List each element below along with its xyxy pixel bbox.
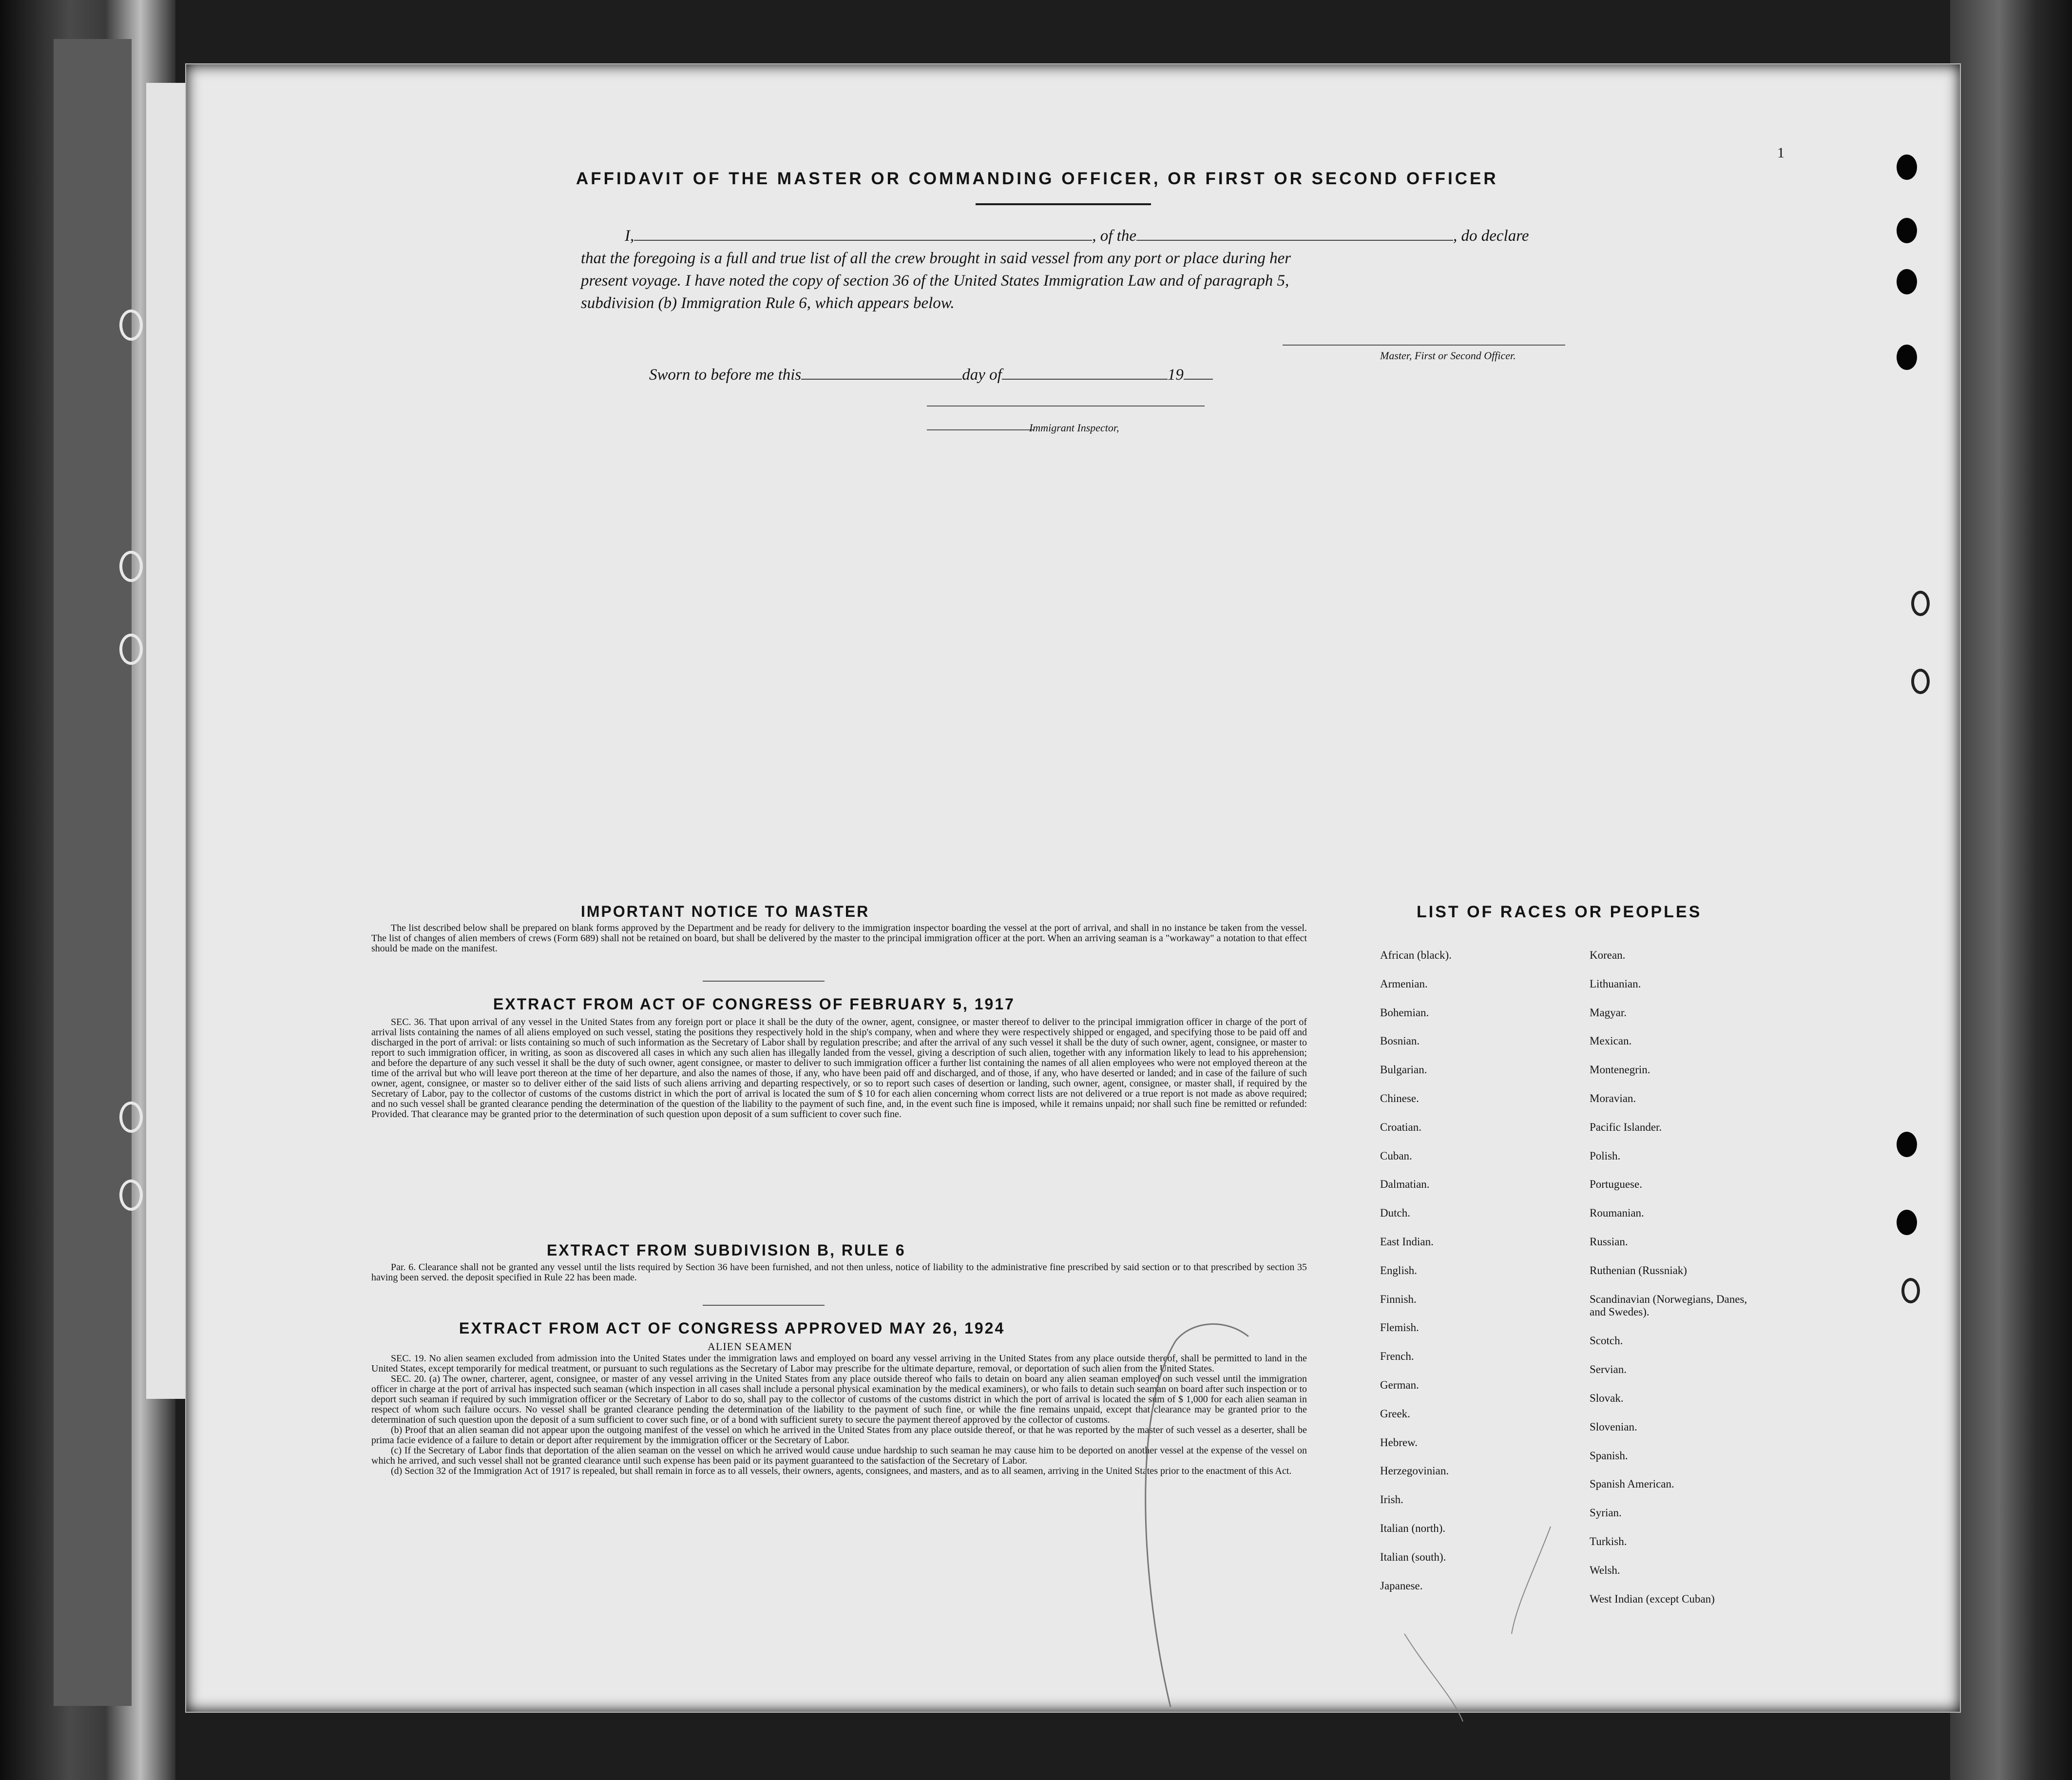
extract-1924-title: EXTRACT FROM ACT OF CONGRESS APPROVED MAY 26, 1924 [459, 1319, 1005, 1337]
declaration-line-2: that the foregoing is a full and true list of all the crew brought in said vessel from any port or place during her [581, 250, 1291, 267]
page-mark: 1 [1777, 145, 1784, 161]
race-item: Syrian. [1590, 1507, 1622, 1519]
section-divider [703, 1305, 825, 1306]
race-item: French. [1380, 1350, 1414, 1363]
year-blank [1184, 379, 1213, 380]
race-item: Turkish. [1590, 1535, 1627, 1548]
race-item: Herzegovinian. [1380, 1465, 1449, 1477]
punch-hole [1911, 669, 1930, 694]
punch-hole [1901, 1278, 1920, 1303]
extract-1917-text: SEC. 36. That upon arrival of any vessel in the United States from any foreign port or place it shall be the duty of the owner, agent, consignee, or master thereof to deliver to the principal immigration officer in charge of the port of arrival lists containing the names of all aliens employed on such vessel, stating the positions they respectively hold in the ship's company, when and where they were respectively shipped or engaged, and specifying those to be paid off and discharged in the port of arrival: or lists containing so much of such information as the Secretary of Labor shall by regulation prescribe; and after the arrival of any such vessel it shall be the duty of such owner, agent, consignee, or master to report to such immigration officer, in writing, as soon as discovered all cases in which any such alien has illegally landed from the vessel, giving a description of such alien, together with any information likely to lead to his apprehension; and before the departure of any such vessel it shall be the duty of such owner, agent consignee, or master to deliver to such immigration officer a further list containing the names of all alien employees who were not employed thereon at the time of the arrival but who will leave port thereon at the time of her departure, and also the names of those, if any, who have been paid off and discharged, and of those, if any, who have deserted or landed; and in case of the failure of such owner, agent, consignee, or master so to deliver either of the said lists of such aliens arriving and departing respectively, or so to report such cases of desertion or landing, such owner, agent, consignee, or master shall, if required by the Secretary of Labor, pay to the collector of customs of the customs district in which the port of arrival is located the sum of $ 10 for each alien concerning whom correct lists are not delivered or a true report is not made as above required; and no such vessel shall be granted clearance pending the determination of the question of the liability to the payment of such fine, and, in the event such fine is imposed, while it remains unpaid; nor shall such fine be remitted or refunded: Provided. That clearance may be granted prior to the determination of such question upon deposit of a sum sufficient to cover such fine. [371, 1017, 1307, 1120]
rule-6-title: EXTRACT FROM SUBDIVISION B, RULE 6 [547, 1241, 906, 1259]
race-item: Pacific Islander. [1590, 1121, 1662, 1133]
name-blank [634, 240, 1092, 241]
race-item: East Indian. [1380, 1236, 1434, 1248]
page-edge-shadow [1950, 0, 2072, 1780]
race-item: Magyar. [1590, 1006, 1627, 1019]
rule-6-text: Par. 6. Clearance shall not be granted any vessel until the lists required by Section 36 have been furnished, and not then unless, notice of liability to the administrative fine prescribed by said section or to that prescribed by section 35 having been served. the deposit specified in Rule 22 has been made. [371, 1262, 1307, 1283]
race-item: Dutch. [1380, 1207, 1410, 1219]
race-item: Chinese. [1380, 1092, 1419, 1104]
race-item: Portuguese. [1590, 1178, 1642, 1191]
race-item: German. [1380, 1379, 1419, 1391]
punch-hole [1897, 218, 1917, 243]
extract-1924-paragraph: (c) If the Secretary of Labor finds that deportation of the alien seaman on the vessel on which he arrived would cause undue hardship to such seaman he may cause him to be deported on another vessel at the expense of the vessel on which he arrived, and such vessel shall not be granted clearance until such expense has been paid or its payment guaranteed to the satisfaction of the Secretary of Labor. [371, 1445, 1307, 1466]
race-item: African (black). [1380, 949, 1452, 961]
binder-ring [119, 1180, 143, 1211]
race-item: Ruthenian (Russniak) [1590, 1264, 1687, 1277]
race-item: Korean. [1590, 949, 1626, 961]
race-item: Flemish. [1380, 1321, 1419, 1334]
race-item: Bosnian. [1380, 1035, 1420, 1047]
sworn-line [649, 364, 1213, 386]
race-item: Servian. [1590, 1363, 1627, 1376]
title-rule [976, 203, 1151, 205]
race-item: Spanish. [1590, 1449, 1628, 1462]
declaration-line-3: present voyage. I have noted the copy of section 36 of the United States Immigration Law and of paragraph 5, [581, 272, 1289, 290]
inspector-label: Immigrant Inspector, [1029, 422, 1119, 434]
binder-ring [119, 1102, 143, 1133]
race-item: Croatian. [1380, 1121, 1421, 1133]
race-item: Slovak. [1590, 1392, 1624, 1404]
vessel-blank [1136, 240, 1453, 241]
i-label: I, [625, 227, 634, 245]
master-label: Master, First or Second Officer. [1380, 349, 1516, 362]
punch-hole [1897, 155, 1917, 180]
extract-1917-title: EXTRACT FROM ACT OF CONGRESS OF FEBRUARY 5, 1917 [493, 995, 1015, 1013]
binder-ring [119, 634, 143, 665]
race-item: West Indian (except Cuban) [1590, 1592, 1715, 1605]
race-item: Armenian. [1380, 977, 1428, 990]
punch-hole [1911, 591, 1930, 616]
punch-hole [1897, 1210, 1917, 1235]
master-signature-line [1283, 345, 1565, 346]
do-declare-label: , do declare [1453, 227, 1529, 245]
race-item: Polish. [1590, 1149, 1621, 1162]
races-title: LIST OF RACES OR PEOPLES [1417, 903, 1702, 921]
race-item: Roumanian. [1590, 1207, 1644, 1219]
affidavit-title: AFFIDAVIT OF THE MASTER OR COMMANDING OFFICER, OR FIRST OR SECOND OFFICER [576, 169, 1498, 188]
race-item: Greek. [1380, 1407, 1410, 1420]
race-item: Scandinavian (Norwegians, Danes, and Swedes). [1590, 1293, 1747, 1318]
day-of-label: day of [962, 366, 1002, 384]
race-item: Mexican. [1590, 1035, 1632, 1047]
race-item: Lithuanian. [1590, 977, 1641, 990]
race-item: English. [1380, 1264, 1418, 1277]
punch-hole [1897, 269, 1917, 294]
notice-text: The list described below shall be prepared on blank forms approved by the Department and be ready for delivery to the immigration inspector boarding the vessel at the port of arrival, and shall in no instance be taken from the vessel. The list of changes of alien members of crews (Form 689) shall not be retained on board, but shall be delivered by the master to the principal immigration officer at the port. When an arriving seaman is a "workaway" a notation to that effect should be made on the manifest. [371, 923, 1307, 954]
race-item: Scotch. [1590, 1335, 1623, 1347]
punch-hole [1897, 1132, 1917, 1157]
race-item: Italian (north). [1380, 1522, 1446, 1534]
sworn-day-blank [801, 379, 962, 380]
race-item: Russian. [1590, 1236, 1628, 1248]
of-the-label: , of the [1092, 227, 1136, 245]
declaration-line-4: subdivision (b) Immigration Rule 6, which appears below. [581, 294, 955, 312]
race-item: Montenegrin. [1590, 1064, 1650, 1076]
race-item: Finnish. [1380, 1293, 1417, 1305]
race-item: Slovenian. [1590, 1420, 1637, 1433]
race-item: Cuban. [1380, 1149, 1412, 1162]
extract-1924-paragraph: (b) Proof that an alien seaman did not appear upon the outgoing manifest of the vessel on which he arrived in the United States from any place outside thereof, or that he was reported by the master of such vessel as a deserter, shall be prima facie evidence of a failure to detain or deport after requirement by the immigration officer or the Secretary of Labor. [371, 1425, 1307, 1446]
race-item: Irish. [1380, 1493, 1403, 1506]
extract-1924-paragraph: SEC. 19. No alien seamen excluded from admission into the United States under the immigration laws and employed on board any vessel arriving in the United States from any place outside thereof, shall be permitted to land in the United States, except temporarily for medical treatment, or pursuant to such regulations as the Secretary of Labor may prescribe for the ultimate departure, removal, or deportation of such alien from the United States. [371, 1353, 1307, 1374]
punch-hole [1897, 345, 1917, 370]
inspector-line [927, 429, 1034, 430]
sworn-label: Sworn to before me this [649, 366, 802, 384]
binder-ring [119, 551, 143, 582]
declaration-line-1 [581, 225, 1760, 247]
race-item: Bohemian. [1380, 1006, 1429, 1019]
extract-1924-subtitle: ALIEN SEAMEN [708, 1340, 792, 1353]
race-item: Welsh. [1590, 1564, 1620, 1576]
section-divider [703, 981, 825, 982]
extract-1924-paragraph: SEC. 20. (a) The owner, charterer, agent, consignee, or master of any vessel arriving in the United States from any place outside thereof who fails to detain on board any alien seaman employed on such vessel until the immigration officer in charge at the port of arrival has inspected such seaman (which inspection in all cases shall include a personal physical examination by the medical examiners), or who fails to detain such seaman on board after such inspection or to deport such seaman if required by such immigration officer or the Secretary of Labor to do so, shall pay to the collector of customs of the customs district in which the port of arrival is located the sum of $ 1,000 for each alien seaman in respect of whom such failure occurs. No vessel shall be granted clearance pending the determination of the liability to the payment of such fine, or while the fine remains unpaid, except that clearance may be granted prior to the determination of such question upon the deposit of a sum sufficient to cover such fine, or of a bond with sufficient surety to secure the payment thereof approved by the collector of customs. [371, 1374, 1307, 1425]
manifest-page [185, 63, 1961, 1713]
race-item: Italian (south). [1380, 1550, 1446, 1563]
race-item: Hebrew. [1380, 1436, 1418, 1449]
race-item: Dalmatian. [1380, 1178, 1430, 1191]
race-item: Moravian. [1590, 1092, 1636, 1104]
race-item: Bulgarian. [1380, 1064, 1427, 1076]
notice-title: IMPORTANT NOTICE TO MASTER [581, 903, 870, 920]
race-item: Spanish American. [1590, 1478, 1674, 1490]
extract-1924-paragraph: (d) Section 32 of the Immigration Act of 1917 is repealed, but shall remain in force as to all vessels, their owners, agents, consignees, and masters, and as to all seamen, arriving in the United States prior to the enactment of this Act. [391, 1466, 1292, 1476]
year-prefix: 19 [1167, 366, 1184, 384]
binder-strip [54, 39, 132, 1706]
binder-ring [119, 310, 143, 341]
race-item: Japanese. [1380, 1579, 1423, 1592]
sworn-month-blank [1002, 379, 1168, 380]
